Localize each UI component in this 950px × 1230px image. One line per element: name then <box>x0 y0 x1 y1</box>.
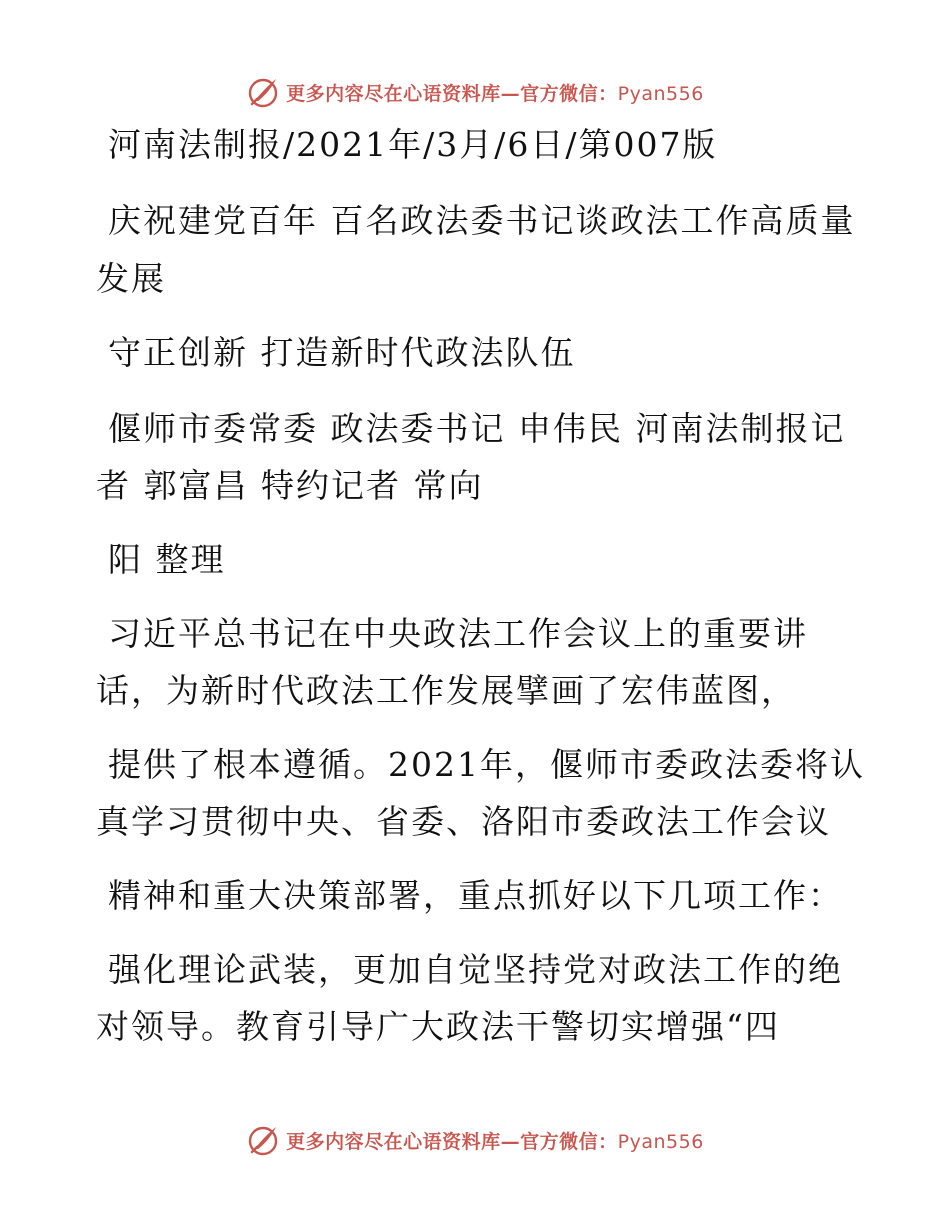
byline-line-1: 偃师市委常委 政法委书记 申伟民 河南法制报记 <box>108 409 846 448</box>
byline-line-2: 者 郭富昌 特约记者 常向 <box>96 466 484 505</box>
watermark-id: Pyan556 <box>617 1130 704 1153</box>
paragraph-line: 习近平总书记在中央政法工作会议上的重要讲 <box>108 614 808 653</box>
paragraph-line: 对领导。教育引导广大政法干警切实增强“四 <box>96 1007 780 1046</box>
header-watermark <box>0 72 950 112</box>
paragraph-line: 话，为新时代政法工作发展擘画了宏伟蓝图， <box>96 671 796 710</box>
subheadline: 守正创新 打造新时代政法队伍 <box>108 333 576 372</box>
headline-line-1: 庆祝建党百年 百名政法委书记谈政法工作高质量 <box>108 201 856 240</box>
quill-logo-icon <box>246 1123 280 1157</box>
paragraph-line: 精神和重大决策部署，重点抓好以下几项工作： <box>108 876 843 915</box>
footer-watermark <box>0 1120 950 1160</box>
watermark-text: 更多内容尽在心语资料库—官方微信： <box>286 82 618 105</box>
source-line: 河南法制报/2021年/3月/6日/第007版 <box>108 125 718 164</box>
paragraph-line: 真学习贯彻中央、省委、洛阳市委政法工作会议 <box>96 802 831 841</box>
byline-line-3: 阳 整理 <box>108 540 226 579</box>
paragraph-line: 提供了根本遵循。2021年，偃师市委政法委将认 <box>108 745 865 784</box>
watermark-id: Pyan556 <box>617 82 704 105</box>
watermark-text: 更多内容尽在心语资料库—官方微信： <box>286 1130 618 1153</box>
headline-line-2: 发展 <box>96 259 166 298</box>
quill-logo-icon <box>246 75 280 109</box>
paragraph-line: 强化理论武装，更加自觉坚持党对政法工作的绝 <box>108 950 843 989</box>
